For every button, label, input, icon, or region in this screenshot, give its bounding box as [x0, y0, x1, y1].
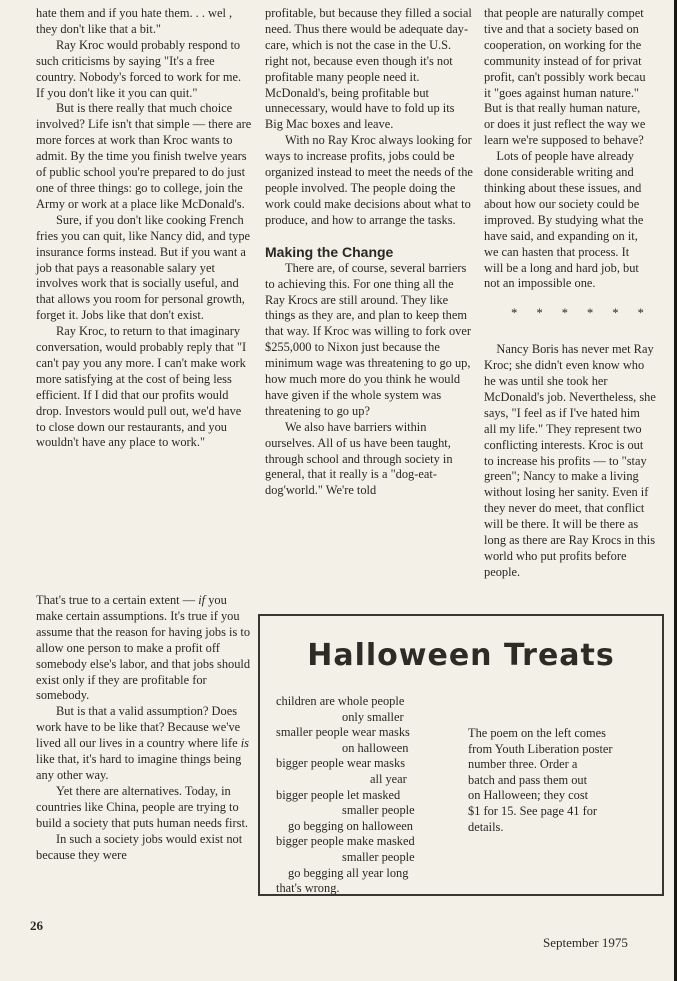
text-line: But is that really human nature,	[484, 101, 641, 116]
text-line: done considerable writing and	[484, 165, 634, 180]
paragraph: In such a society jobs would exist not because they were	[36, 831, 243, 862]
paragraph: There are, of course, several barriers to achieving this. For one thing all the Ray Krocs are still around. They like things as they are, and plan to keep them that way. If Kroc was willing to fork over $255,000 to Nixon just because the minimum wage was threatening to go up, how much more do you think he would have given if the whole system was threatening to go up?	[265, 260, 471, 418]
paragraph: But is that a valid assumption? Does work have to be like that? Because we've lived all our lives in a country where life is like that, it's hard to imagine things being any other way.	[36, 704, 249, 782]
text-line: not an impossible one.	[484, 276, 596, 291]
column-lines	[484, 6, 677, 292]
text-line: Nancy Boris has never met Ray	[484, 342, 654, 357]
text-line: community instead of for privat	[484, 53, 642, 68]
poem-line: bigger people let masked	[276, 787, 401, 802]
text-line: cooperation, on working for the	[484, 37, 642, 52]
poem-line: go begging on halloween	[288, 818, 413, 833]
paragraph: Yet there are alternatives. Today, in countries like China, people are trying to build a society that puts human needs first.	[36, 783, 248, 830]
text-line: details.	[468, 819, 504, 834]
text-line: Lots of people have already	[484, 149, 635, 164]
text-line: batch and pass them out	[468, 772, 588, 787]
paragraph: But is there really that much choice involved? Life isn't that simple — there are more forces at work than Kroc wants to admit. By the time you finish twelve years of public school you're prepared to do just one of three things: go to college, join the Army or work at a place like McDonald's.	[36, 101, 252, 211]
poster-note	[468, 726, 648, 835]
text-line: will be a long and hard job, but	[484, 260, 639, 275]
paragraph: That's true to a certain extent — if you make certain assumptions. It's true if you assume that the reason for having jobs is to allow one person to make a profit off somebody else's labor, and that jobs should exist only if they are profitable for somebody.	[36, 593, 251, 703]
text-line: thinking about these issues, and	[484, 180, 642, 195]
box-title: Halloween Treats	[307, 638, 615, 673]
paragraph: We also have barriers within ourselves. All of us have been taught, through school and through society in general, that it really is a "dog-eat-dog'world." We're told	[265, 419, 453, 498]
paragraph: Ray Kroc, to return to that imaginary conversation, would probably reply that "I can't pay you any more. I can't make work more satisfying at the cost of being less efficient. If I did that our profits would drop. Investors would pull out, we'd have to close down our restaurants, and you wouldn't have any place to work."	[36, 324, 247, 450]
text-line: to increase his profits — to "stay	[484, 453, 647, 468]
text-line: learn we're supposed to behave?	[484, 133, 644, 148]
poem-line: smaller people	[342, 803, 415, 818]
poem-line: on halloween	[342, 740, 409, 755]
halloween-treats-box	[258, 614, 664, 896]
text-line: McDonald's job. Nevertheless, she	[484, 389, 656, 404]
text-line: conflicting interests. Kroc is out	[484, 437, 644, 452]
paragraph: With no Ray Kroc always looking for ways to increase profits, jobs could be organized instead to meet the needs of the people involved. The people doing the work could make decisions about what to produce, and how to arrange the tasks.	[265, 133, 473, 227]
text-line: it "goes against human nature."	[484, 85, 639, 100]
article-column-middle	[265, 6, 474, 499]
text-line: people.	[484, 564, 521, 579]
poem-line: children are whole people	[276, 694, 405, 708]
text-line: without losing her sanity. Even if	[484, 485, 649, 500]
text-line: green"; Nancy to make a living	[484, 469, 639, 484]
page-number: 26	[30, 918, 43, 933]
text-line: world who put profits before	[484, 549, 627, 563]
poem-line: smaller people wear masks	[276, 725, 410, 740]
poem-line: that's wrong.	[276, 881, 340, 896]
poem-line: bigger people make masked	[276, 834, 415, 849]
text-line: about how our society could be	[484, 196, 640, 211]
text-line: all my life." They represent two	[484, 421, 642, 436]
text-line: from Youth Liberation poster	[468, 741, 613, 756]
paragraph: Ray Kroc would probably respond to such criticisms by saying "It's a free country. Nobody's forced to work for me. If you don't like it you can quit."	[36, 37, 242, 100]
article-column-left-lower	[36, 593, 252, 863]
poem-line: go begging all year long	[288, 865, 409, 880]
text-line: improved. By studying what the	[484, 212, 644, 227]
text-line: on Halloween; they cost	[468, 788, 589, 803]
text-line: that people are naturally compet	[484, 6, 644, 20]
text-line: The poem on the left comes	[468, 726, 606, 740]
text-line: profit, can't possibly work becau	[484, 69, 646, 84]
issue-date: September 1975	[543, 935, 628, 950]
poem-line: only smaller	[342, 709, 404, 724]
section-divider: * * * * * *	[511, 306, 652, 321]
poem-line: bigger people wear masks	[276, 756, 406, 771]
article-column-left	[36, 6, 252, 451]
paragraph: Sure, if you don't like cooking French fries you can quit, like Nancy did, and type insurance forms instead. But if you want a job that pays a reasonable salary yet involves work that is socially useful, and that allows you room for personal growth, forget it. Jobs like that don't exist.	[36, 212, 251, 323]
paragraph: profitable, but because they filled a social need. Thus there would be adequate day-care, which is not the case in the U.S. right not, because even though it's not profitable many people need it. McDonald's, being profitable but unnecessary, would have to fold up its Big Mac boxes and leave.	[265, 6, 472, 132]
text-line: they never do meet, that conflict	[484, 501, 645, 516]
paragraph: hate them and if you hate them. . . wel , they don't like that a bit."	[36, 6, 233, 36]
column-lines-lower	[484, 342, 677, 581]
text-line: he was until she took her	[484, 374, 608, 389]
text-line: long as there are Ray Krocs in this	[484, 533, 656, 548]
text-line: we can hasten that process. It	[484, 244, 630, 259]
text-line: or does it just reflect the way we	[484, 117, 646, 132]
article-column-right	[484, 6, 677, 581]
poem-line: all year	[370, 771, 407, 786]
text-line: number three. Order a	[468, 757, 578, 772]
poem-line: smaller people	[342, 849, 415, 864]
text-line: have said, and expanding on it,	[484, 228, 638, 243]
text-line: Kroc; she didn't even know who	[484, 358, 645, 373]
poem	[276, 694, 456, 897]
text-line: says, "I feel as if I've hated him	[484, 405, 640, 420]
text-line: tive and that a society based on	[484, 21, 639, 36]
text-line: will be there. It will be there as	[484, 517, 639, 532]
section-heading: Making the Change	[265, 243, 394, 260]
text-line: $1 for 15. See page 41 for	[468, 803, 598, 818]
